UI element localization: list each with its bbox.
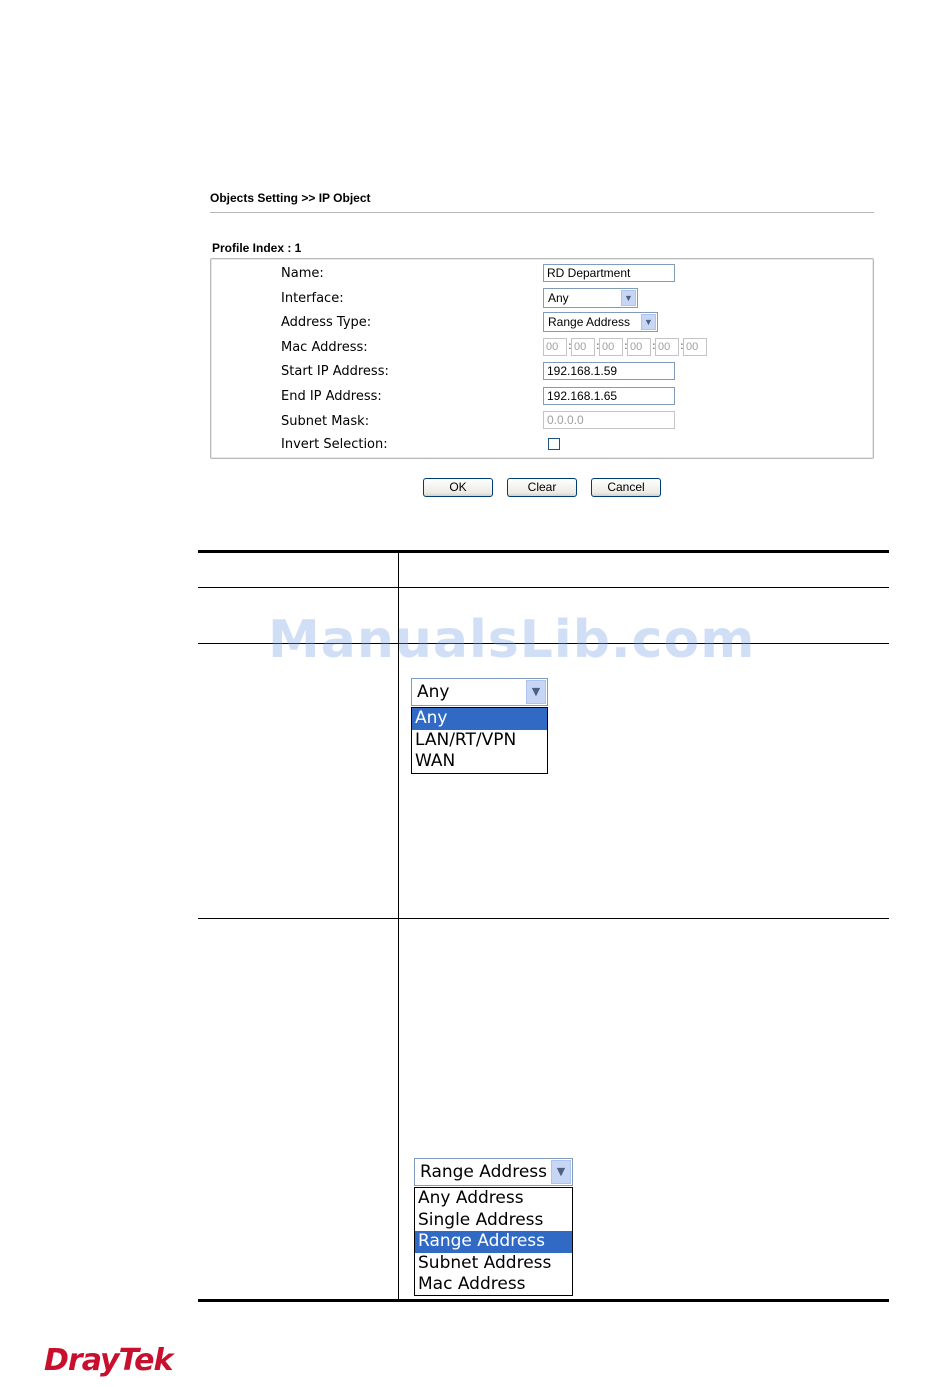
dropdown-option[interactable]: Subnet Address: [418, 1252, 552, 1273]
mac-octet-3[interactable]: 00: [599, 338, 623, 356]
end-ip-input[interactable]: 192.168.1.65: [543, 387, 675, 405]
dropdown-option[interactable]: WAN: [415, 751, 456, 771]
name-label: Name:: [281, 266, 324, 281]
table-top-rule: [198, 550, 889, 553]
dropdown-option[interactable]: Single Address: [418, 1209, 544, 1230]
address-type-dropdown-list: [414, 1187, 573, 1296]
dropdown-option[interactable]: Any: [412, 708, 547, 730]
draytek-logo: DrayTek: [44, 1343, 173, 1378]
chevron-down-icon[interactable]: ▼: [551, 1160, 571, 1184]
subnet-mask-input[interactable]: 0.0.0.0: [543, 411, 675, 429]
mac-separator: :: [596, 339, 600, 352]
clear-button[interactable]: Clear: [507, 478, 577, 497]
mac-octet-2[interactable]: 00: [571, 338, 595, 356]
mac-octet-1[interactable]: 00: [543, 338, 567, 356]
mac-octet-5[interactable]: 00: [655, 338, 679, 356]
interface-dropdown-value: Any: [417, 682, 450, 702]
name-input[interactable]: RD Department: [543, 264, 675, 282]
chevron-down-icon[interactable]: ▼: [526, 680, 546, 704]
address-type-select[interactable]: [543, 312, 658, 332]
dropdown-option[interactable]: Any Address: [418, 1188, 524, 1208]
mac-separator: :: [624, 339, 628, 352]
address-type-label: Address Type:: [281, 315, 372, 330]
start-ip-input[interactable]: 192.168.1.59: [543, 362, 675, 380]
header-divider: [210, 212, 874, 213]
interface-select[interactable]: [543, 288, 638, 308]
address-type-dropdown-illustration[interactable]: [414, 1158, 573, 1186]
table-header-rule: [198, 587, 889, 588]
cancel-button[interactable]: Cancel: [591, 478, 661, 497]
interface-dropdown-illustration[interactable]: [411, 678, 548, 706]
mac-separator: :: [568, 339, 572, 352]
profile-index-title: Profile Index : 1: [212, 241, 302, 255]
invert-selection-checkbox[interactable]: [548, 438, 560, 450]
address-type-select-value: Range Address: [548, 315, 631, 329]
dropdown-option[interactable]: LAN/RT/VPN: [415, 729, 517, 750]
mac-separator: :: [680, 339, 684, 352]
mac-octet-4[interactable]: 00: [627, 338, 651, 356]
mac-address-label: Mac Address:: [281, 340, 368, 355]
interface-label: Interface:: [281, 291, 344, 306]
mac-separator: :: [652, 339, 656, 352]
dropdown-option[interactable]: Mac Address: [418, 1274, 526, 1294]
table-bottom-rule: [198, 1299, 889, 1302]
table-row-rule: [198, 918, 889, 919]
subnet-mask-label: Subnet Mask:: [281, 414, 370, 429]
address-type-dropdown-value: Range Address: [420, 1162, 547, 1182]
interface-select-value: Any: [548, 291, 569, 305]
breadcrumb: Objects Setting >> IP Object: [210, 191, 371, 205]
chevron-down-icon[interactable]: ▼: [641, 314, 656, 330]
mac-octet-6[interactable]: 00: [683, 338, 707, 356]
dropdown-option[interactable]: Range Address: [415, 1231, 572, 1253]
start-ip-label: Start IP Address:: [281, 364, 389, 379]
interface-dropdown-list: [411, 707, 548, 774]
watermark: ManualsLib.com: [268, 610, 756, 670]
chevron-down-icon[interactable]: ▼: [621, 290, 636, 306]
invert-selection-label: Invert Selection:: [281, 437, 388, 452]
end-ip-label: End IP Address:: [281, 389, 382, 404]
ok-button[interactable]: OK: [423, 478, 493, 497]
